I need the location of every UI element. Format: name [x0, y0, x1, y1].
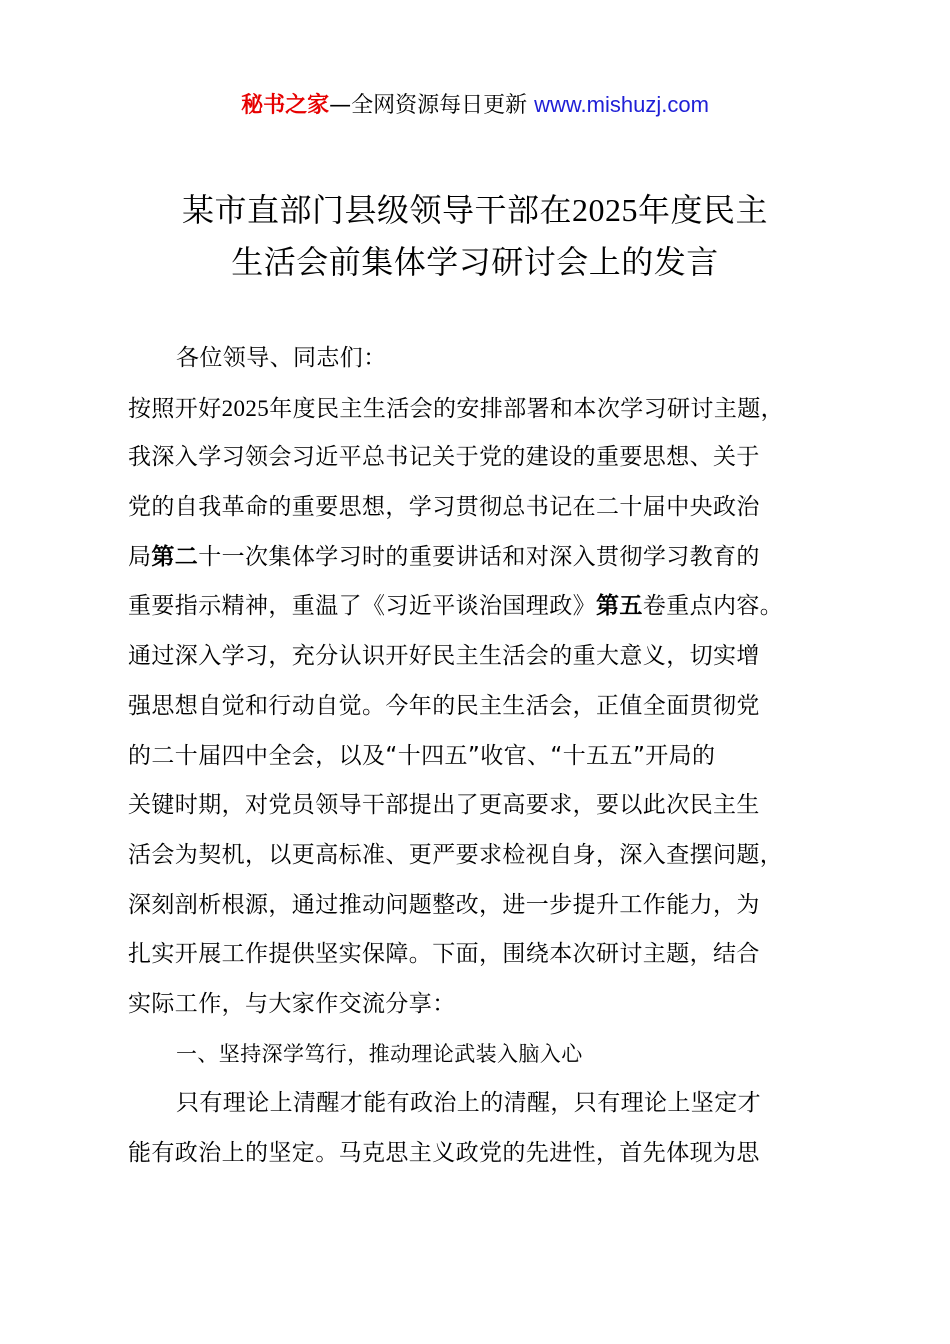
brand-name: 秘书之家: [241, 93, 330, 118]
title-line-1-suffix: 年度民主: [638, 191, 769, 229]
intro-line-4-prefix: 局: [128, 543, 152, 570]
title-year: 2025: [572, 192, 638, 228]
intro-line-11: 深刻剖析根源，通过推动问题整改，进一步提升工作能力，为: [128, 891, 760, 918]
intro-line-1-suffix: 年度民主生活会的安排部署和本次学习研讨主题，: [269, 395, 785, 422]
section-1-line-1: 只有理论上清醒才能有政治上的清醒，只有理论上坚定才: [176, 1090, 761, 1117]
intro-year: 2025: [221, 395, 270, 421]
intro-line-8: 的二十届四中全会，以及“十四五”收官、“十五五”开局的: [128, 742, 716, 769]
intro-line-9: 关键时期，对党员领导干部提出了更高要求，要以此次民主生: [128, 792, 760, 819]
section-1-line-2: 能有政治上的坚定。马克思主义政党的先进性，首先体现为思: [128, 1140, 760, 1166]
intro-line-5-suffix: 卷重点内容。: [642, 593, 784, 620]
document-body: [128, 334, 830, 1179]
title-line-1-prefix: 某市直部门县级领导干部在: [181, 191, 572, 229]
intro-line-4-suffix: 十一次集体学习时的重要讲话和对深入贯彻学习教育的: [198, 543, 760, 570]
section-1-heading: 一、坚持深学笃行，推动理论武装入脑入心: [176, 1041, 583, 1066]
title-line-2: 生活会前集体学习研讨会上的发言: [231, 243, 719, 281]
intro-line-12: 扎实开展工作提供坚实保障。下面，围绕本次研讨主题，结合: [128, 941, 760, 968]
intro-line-5-prefix: 重要指示精神，重温了《习近平谈治国理政》: [128, 593, 596, 620]
title-line-1: [0, 184, 950, 236]
site-header: [0, 88, 950, 123]
document-title: [0, 184, 950, 288]
bold-text: 第五: [596, 593, 643, 620]
intro-line-13: 实际工作，与大家作交流分享：: [128, 990, 456, 1017]
intro-line-7: 强思想自觉和行动自觉。今年的民主生活会，正值全面贯彻党: [128, 692, 760, 719]
site-url-link[interactable]: www.mishuzj.com: [534, 92, 709, 117]
bold-text: 第二: [151, 543, 199, 570]
intro-line-1-prefix: 按照开好: [128, 395, 222, 422]
intro-line-3: 党的自我革命的重要思想，学习贯彻总书记在二十届中央政治: [128, 494, 760, 521]
intro-line-1: [128, 384, 830, 434]
intro-line-5: [128, 582, 830, 632]
header-tagline: —全网资源每日更新: [329, 93, 528, 118]
intro-line-2: 我深入学习领会习近平总书记关于党的建设的重要思想、关于: [128, 444, 760, 471]
salutation: 各位领导、同志们：: [176, 345, 387, 371]
intro-line-10: 活会为契机，以更高标准、更严要求检视自身，深入查摆问题，: [128, 841, 784, 868]
intro-line-4: [128, 533, 830, 583]
intro-line-6: 通过深入学习，充分认识开好民主生活会的重大意义，切实增: [128, 643, 760, 670]
